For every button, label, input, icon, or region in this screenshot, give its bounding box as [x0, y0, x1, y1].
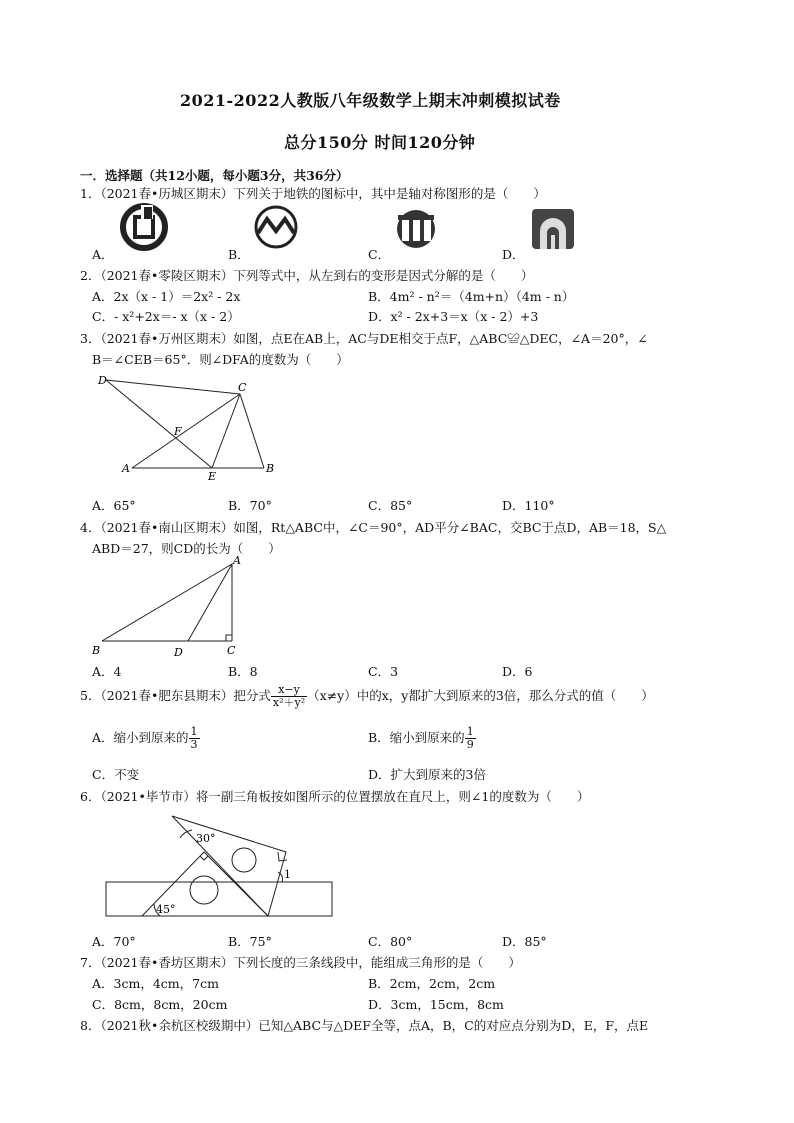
q3-figure — [90, 372, 290, 487]
q5-a-text: A．缩小到原来的 — [92, 730, 189, 745]
q3-stem-line2: B＝∠CEB＝65°．则∠DFA的度数为（ ） — [92, 352, 349, 367]
q3-option-a[interactable]: A．65° — [92, 498, 136, 513]
q8-stem: 8．（2021秋•余杭区校级期中）已知△ABC与△DEF全等，点A，B，C的对应点分别为D，E，F，点E — [80, 1018, 649, 1033]
q3-label-a: A — [122, 462, 130, 475]
q3-label-c: C — [238, 381, 247, 394]
q5-b-num: 1 — [466, 725, 474, 738]
q6-option-b[interactable]: B．75° — [228, 934, 272, 949]
q5-fraction — [271, 684, 307, 709]
q5-option-c[interactable]: C．不变 — [92, 767, 140, 782]
q5-stem-pre: 5．（2021春•肥东县期末）把分式 — [80, 688, 271, 703]
q2-stem: 2．（2021春•零陵区期末）下列等式中，从左到右的变形是因式分解的是（ ） — [80, 268, 534, 283]
q6-option-a[interactable]: A．70° — [92, 934, 136, 949]
q2-option-c[interactable]: C．- x²+2x＝- x（x - 2） — [92, 309, 240, 324]
q5-a-den: 3 — [190, 738, 198, 751]
q2-option-a[interactable]: A．2x（x - 1）＝2x² - 2x — [92, 289, 241, 304]
q4-label-a: A — [233, 554, 241, 567]
q3-option-c[interactable]: C．85° — [368, 498, 413, 513]
q1-option-d[interactable]: D． — [502, 247, 525, 262]
q5-option-b[interactable] — [368, 726, 476, 751]
q4-stem-line1: 4．（2021春•南山区期末）如图，Rt△ABC中，∠C＝90°，AD平分∠BAC，交BC于点D，AB＝18，S△ — [80, 520, 667, 535]
q6-stem: 6．（2021•毕节市）将一副三角板按如图所示的位置摆放在直尺上，则∠1的度数为（ ） — [80, 789, 590, 804]
q4-label-c: C — [227, 644, 236, 657]
m-wave-metro-logo-icon — [256, 207, 296, 247]
q1-option-c[interactable]: C． — [368, 247, 391, 262]
q7-option-b[interactable]: B．2cm，2cm，2cm — [368, 976, 496, 991]
q5-stem-post: （x≠y）中的x，y都扩大到原来的3倍，那么分式的值（ ） — [307, 688, 654, 703]
q1-option-b[interactable]: B． — [228, 247, 250, 262]
q7-option-d[interactable]: D．3cm，15cm，8cm — [368, 997, 504, 1012]
q5-b-den: 9 — [466, 738, 474, 751]
section-heading: 一．选择题（共12小题，每小题3分，共36分） — [80, 168, 349, 183]
q1-option-a[interactable]: A． — [92, 247, 114, 262]
q5-option-a[interactable] — [92, 726, 200, 751]
q1-stem: 1．（2021春•历城区期末）下列关于地铁的图标中，其中是轴对称图形的是（ ） — [80, 186, 546, 201]
q3-label-d: D — [98, 374, 107, 387]
q3-label-e: E — [208, 470, 217, 483]
q2-option-d[interactable]: D．x² - 2x+3＝x（x - 2）+3 — [368, 309, 539, 324]
q4-option-b[interactable]: B．8 — [228, 664, 258, 679]
q3-stem-line1: 3．（2021春•万州区期末）如图，点E在AB上，AC与DE相交于点F，△ABC≌△DEC，∠A＝20°，∠ — [80, 331, 648, 346]
q4-figure — [88, 552, 248, 663]
q3-label-b: B — [266, 462, 275, 475]
q3-option-d[interactable]: D．110° — [502, 498, 555, 513]
q7-option-c[interactable]: C．8cm，8cm，20cm — [92, 997, 228, 1012]
q6-angle-30: 30° — [196, 832, 216, 845]
q5-option-d[interactable]: D．扩大到原来的3倍 — [368, 767, 486, 782]
q2-option-b[interactable]: B．4m² - n²＝（4m+n）（4m - n） — [368, 289, 575, 304]
q7-stem: 7．（2021春•香坊区期末）下列长度的三条线段中，能组成三角形的是（ ） — [80, 955, 521, 970]
q6-angle-45: 45° — [156, 903, 176, 916]
q4-stem-line2: ABD＝27，则CD的长为（ ） — [92, 541, 281, 556]
page-subtitle: 总分150分 时间120分钟 — [284, 133, 476, 152]
q6-option-c[interactable]: C．80° — [368, 934, 413, 949]
q4-label-d: D — [174, 646, 183, 659]
q4-option-d[interactable]: D．6 — [502, 664, 533, 679]
q5-a-fraction — [189, 726, 200, 751]
q6-figure — [100, 808, 340, 925]
q5-stem — [80, 684, 654, 709]
q4-option-c[interactable]: C．3 — [368, 664, 399, 679]
q5-a-num: 1 — [190, 725, 198, 738]
q6-angle-1: 1 — [284, 868, 291, 881]
q3-label-f: F — [174, 425, 182, 438]
q6-option-d[interactable]: D．85° — [502, 934, 547, 949]
q4-option-a[interactable]: A．4 — [92, 664, 122, 679]
arch-metro-logo-icon — [532, 209, 574, 249]
beijing-metro-logo-icon — [123, 205, 165, 248]
q7-option-a[interactable]: A．3cm，4cm，7cm — [92, 976, 219, 991]
q5-b-text: B．缩小到原来的 — [368, 730, 465, 745]
q5-b-fraction — [465, 726, 476, 751]
q3-option-b[interactable]: B．70° — [228, 498, 272, 513]
q5-frac-num: x−y — [271, 684, 307, 697]
q4-label-b: B — [92, 644, 101, 657]
q5-frac-den: x²＋y² — [272, 696, 306, 709]
m-stylized-metro-logo-icon — [397, 210, 435, 248]
page-title: 2021-2022人教版八年级数学上期末冲刺模拟试卷 — [180, 91, 561, 110]
